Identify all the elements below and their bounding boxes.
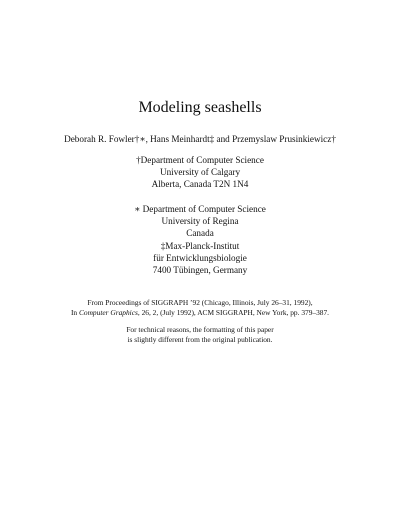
journal-name: Computer Graphics [78, 308, 138, 317]
affiliation-line: Canada [186, 228, 214, 238]
formatting-note-line: For technical reasons, the formatting of this paper [126, 325, 274, 334]
affiliation-line: Alberta, Canada T2N 1N4 [151, 179, 249, 189]
citation-details: , 26, 2, (July 1992), ACM SIGGRAPH, New York, pp. 379–387. [137, 308, 330, 317]
paper-title: Modeling seashells [138, 99, 262, 116]
affiliation-max-planck [0, 240, 400, 276]
affiliation-line: University of Regina [161, 216, 239, 226]
author-list: Deborah R. Fowler†∗, Hans Meinhardt‡ and Przemyslaw Prusinkiewicz† [64, 134, 336, 144]
publication-citation-line [0, 308, 400, 318]
affiliation-line: University of Calgary [159, 167, 241, 177]
affiliation-line: ‡Max-Planck-Institut [160, 241, 240, 251]
formatting-note-line: is slightly different from the original publication. [127, 335, 273, 344]
publication-source-line: From Proceedings of SIGGRAPH ’92 (Chicago, Illinois, July 26–31, 1992), [87, 298, 313, 307]
affiliation-line: ∗ Department of Computer Science [134, 204, 266, 214]
affiliation-line: †Department of Computer Science [136, 155, 264, 165]
citation-prefix: In [70, 308, 79, 317]
affiliation-line: 7400 Tübingen, Germany [152, 265, 248, 275]
affiliation-calgary [0, 154, 400, 190]
affiliation-regina [0, 203, 400, 239]
affiliation-line: für Entwicklungsbiologie [153, 253, 247, 263]
